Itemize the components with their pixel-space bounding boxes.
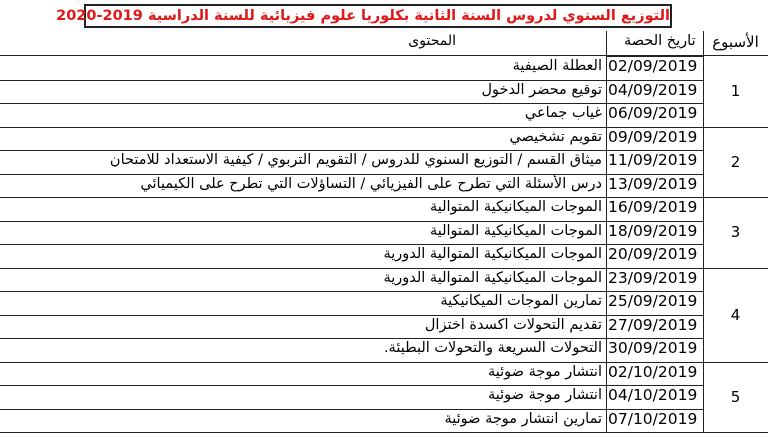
week-number: 4: [730, 305, 741, 324]
date-cell: 27/09/2019: [608, 315, 698, 334]
content-cell: غياب جماعي: [524, 105, 602, 121]
date-cell: 25/09/2019: [608, 292, 698, 310]
content-cell: الموجات الميكانيكية المتوالية الدورية: [383, 246, 602, 262]
week-number: 3: [730, 223, 741, 241]
week-number: 2: [730, 152, 741, 171]
content-cell: درس الأسئلة التي تطرح على الفيزيائي / التساؤلات التي تطرح على الكيميائي: [140, 175, 602, 192]
content-cell: الموجات الميكانيكية المتوالية الدورية: [383, 269, 602, 286]
date-cell: 11/09/2019: [608, 151, 698, 169]
date-cell: 02/09/2019: [608, 57, 698, 75]
content-cell: ميثاق القسم / التوزيع السنوي للدروس / التقويم التربوي / كيفية الاستعداد للامتحان: [109, 152, 602, 168]
header-week: الأسبوع: [712, 33, 759, 51]
page-title: التوزيع السنوي لدروس السنة الثانية بكلوريا علوم فيزيائية للسنة الدراسية 2019-2020: [84, 4, 672, 28]
header-content: المحتوى: [408, 33, 456, 49]
date-cell: 07/10/2019: [608, 409, 698, 428]
content-cell: الموجات الميكانيكية المتوالية: [429, 199, 602, 215]
content-cell: الموجات الميكانيكية المتوالية: [429, 222, 602, 239]
date-cell: 13/09/2019: [608, 174, 698, 193]
content-cell: تمارين الموجات الميكانيكية: [440, 293, 602, 309]
date-cell: 20/09/2019: [608, 245, 698, 263]
content-cell: التحولات السريعة والتحولات البطيئة.: [383, 340, 602, 356]
date-cell: 18/09/2019: [608, 221, 698, 240]
content-cell: تمارين انتشار موجة ضوئية: [444, 410, 602, 427]
content-cell: توقيع محضر الدخول: [481, 81, 602, 98]
content-cell: انتشار موجة ضوئية: [488, 363, 602, 380]
date-cell: 23/09/2019: [608, 268, 698, 287]
content-cell: تقويم تشخيصي: [509, 128, 602, 145]
date-cell: 30/09/2019: [608, 339, 698, 357]
date-cell: 04/10/2019: [608, 386, 698, 404]
date-cell: 02/10/2019: [608, 362, 698, 381]
date-cell: 09/09/2019: [608, 127, 698, 146]
content-cell: تقديم التحولات اكسدة اختزال: [424, 316, 602, 333]
week-number: 1: [730, 82, 741, 100]
week-number: 5: [730, 387, 741, 406]
content-cell: انتشار موجة ضوئية: [488, 387, 602, 403]
date-cell: 06/09/2019: [608, 104, 698, 122]
content-cell: العطلة الصيفية: [512, 58, 602, 74]
header-date: تاريخ الحصة: [624, 33, 696, 49]
date-cell: 04/09/2019: [608, 80, 698, 99]
date-cell: 16/09/2019: [608, 198, 698, 216]
